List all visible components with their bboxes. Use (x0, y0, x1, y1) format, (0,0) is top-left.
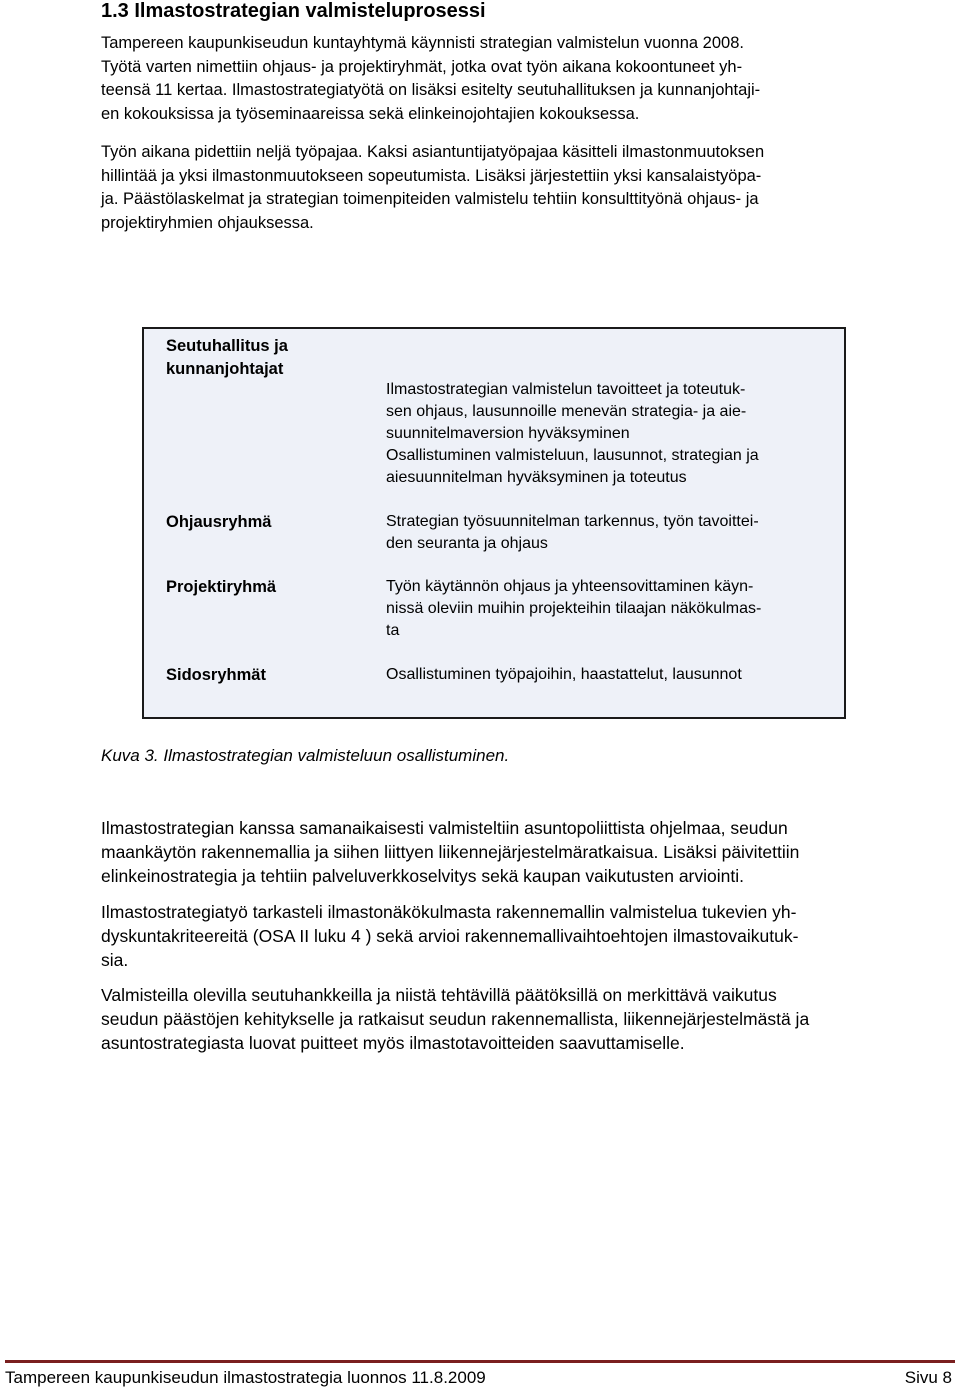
text-line: Valmisteilla olevilla seutuhankkeilla ja niistä tehtävillä päätöksillä on merkittävä vaikutus (101, 985, 777, 1005)
participants-figure (142, 327, 846, 719)
group-label-seutuhallitus: Seutuhallitus ja kunnanjohtajat (166, 337, 288, 378)
intro-paragraph-2 (101, 141, 946, 235)
text-line: Ilmastostrategian kanssa samanaikaisesti valmisteltiin asuntopoliittista ohjelmaa, seudun (101, 818, 788, 838)
text-line: teensä 11 kertaa. Ilmastostrategiatyötä on lisäksi esitelty seutuhallituksen ja kunnanjohtaji- (101, 81, 761, 99)
text-line: hillintää ja yksi ilmastonmuutokseen sopeutumista. Lisäksi järjestettiin yksi kansalaistyöpa- (101, 166, 762, 185)
footer-document-title: Tampereen kaupunkiseudun ilmastostrategia luonnos 11.8.2009 (5, 1368, 486, 1387)
group-label-ohjausryhma: Ohjausryhmä (166, 513, 272, 531)
text-line: seudun päästöjen kehitykselle ja ratkaisut seudun rakennemallista, liikennejärjestelmästä ja (101, 1009, 810, 1029)
group-description-projektiryhma: Työn käytännön ohjaus ja yhteensovittaminen käyn- nissä oleviin muihin projekteihin tilaajan näkökulmas- ta (386, 578, 762, 639)
text-line: en kokouksissa ja työseminaareissa sekä elinkeinojohtajien kokouksessa. (101, 104, 640, 123)
text-line: Tampereen kaupunkiseudun kuntayhtymä käynnisti strategian valmistelun vuonna 2008. (101, 34, 744, 52)
text-line: projektiryhmien ohjauksessa. (101, 213, 314, 232)
intro-paragraph-1 (101, 32, 946, 126)
body-paragraph-2 (101, 900, 951, 972)
text-line: maankäytön rakennemallia ja siihen liittyen liikennejärjestelmäratkaisua. Lisäksi päivitettiin (101, 842, 800, 862)
group-label-projektiryhma: Projektiryhmä (166, 578, 277, 596)
group-description-sidosryhmat: Osallistuminen työpajoihin, haastattelut, lausunnot (386, 666, 742, 683)
text-line: Työn aikana pidettiin neljä työpajaa. Kaksi asiantuntijatyöpajaa käsitteli ilmastonmuutoksen (101, 143, 765, 161)
text-line: Työtä varten nimettiin ohjaus- ja projektiryhmät, jotka ovat työn aikana kokoontuneet yh- (101, 57, 743, 76)
text-line: ja. Päästölaskelmat ja strategian toimenpiteiden valmistelu tehtiin konsulttityönä ohjaus- ja (101, 190, 759, 208)
footer-divider (5, 1360, 955, 1363)
group-label-sidosryhmat: Sidosryhmät (166, 666, 266, 684)
section-heading: 1.3 Ilmastostrategian valmisteluprosessi (101, 0, 486, 22)
body-paragraph-3 (101, 983, 951, 1055)
figure-caption: Kuva 3. Ilmastostrategian valmisteluun osallistuminen. (101, 746, 510, 765)
text-line: Ilmastostrategiatyö tarkasteli ilmastonäkökulmasta rakennemallin valmistelua tukevien yh- (101, 902, 797, 922)
group-description-ohjausryhma: Strategian työsuunnitelman tarkennus, työn tavoittei- den seuranta ja ohjaus (386, 513, 759, 552)
text-line: asuntostrategiasta luovat puitteet myös ilmastotavoitteiden saavuttamiselle. (101, 1033, 685, 1053)
body-paragraph-1 (101, 816, 951, 888)
text-line: elinkeinostrategia ja tehtiin palveluverkkoselvitys sekä kaupan vaikutusten arviointi. (101, 866, 744, 886)
text-line: dyskuntakriteereitä (OSA II luku 4 ) sekä arvioi rakennemallivaihtoehtojen ilmastovaikutuk- (101, 926, 799, 946)
group-description-seutuhallitus: Ilmastostrategian valmistelun tavoitteet ja toteutuk- sen ohjaus, lausunnoille menevän strategia- ja aie- suunnitelmaversion hyväksyminen Osallistuminen valmisteluun, lausunnot, strategian ja aiesuunnitelman hyväksyminen ja toteutus (386, 381, 759, 486)
footer-page-number: Sivu 8 (904, 1368, 952, 1387)
text-line: sia. (101, 950, 129, 970)
